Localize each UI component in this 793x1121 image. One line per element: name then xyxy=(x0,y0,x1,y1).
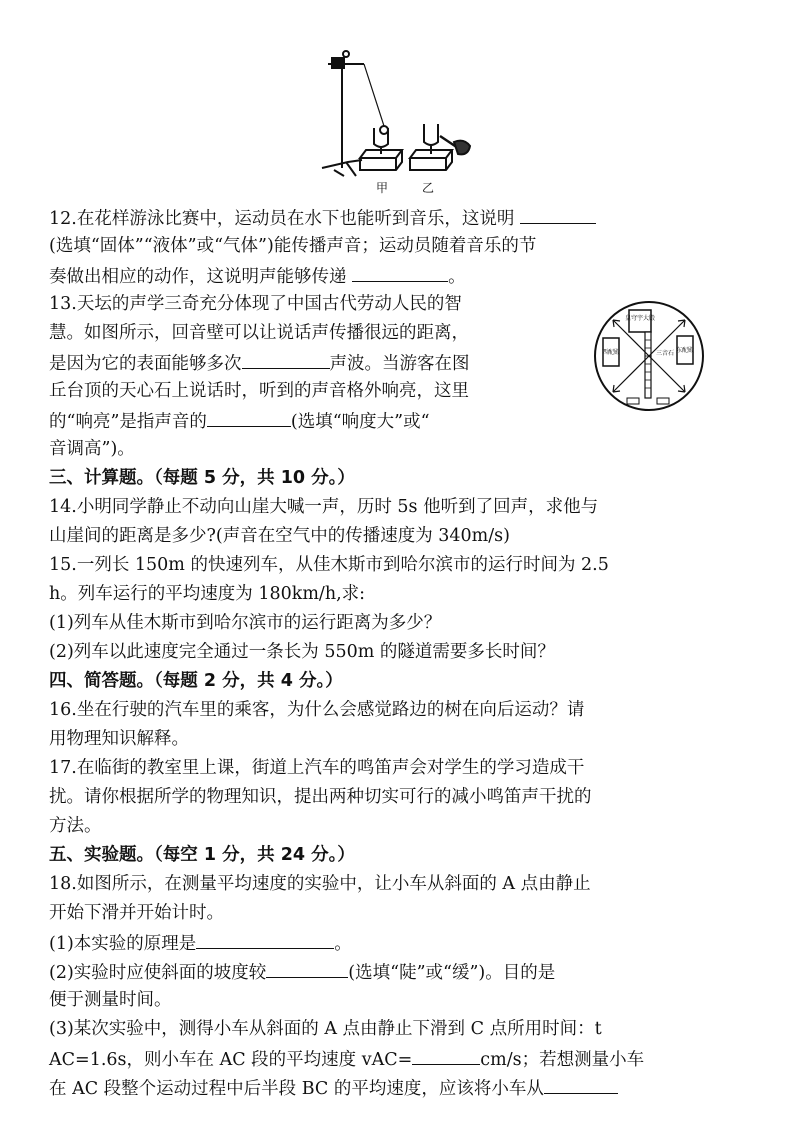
q18-line3 xyxy=(49,930,352,956)
q16-text: 用物理知识解释。 xyxy=(49,729,189,749)
q15-line2 xyxy=(49,582,365,606)
section-title: 四、简答题。（每题 2 分，共 4 分。） xyxy=(49,671,343,691)
q15-line4 xyxy=(49,640,555,664)
section-5-heading xyxy=(49,843,355,867)
answer-blank[interactable] xyxy=(412,1046,480,1065)
q13-line1 xyxy=(49,292,462,316)
label-right-hall: 东配殿 xyxy=(675,347,695,354)
q18-line4 xyxy=(49,959,555,985)
q18-text: 开始下滑并开始计时。 xyxy=(49,903,224,923)
q15-text: 15.一列长 150m 的快速列车，从佳木斯市到哈尔滨市的运行时间为 2.5 xyxy=(49,555,609,575)
q14-text: 14.小明同学静止不动向山崖大喊一声，历时 5s 他听到了回声，求他与 xyxy=(49,497,599,517)
q17-text: 17.在临街的教室里上课，街道上汽车的鸣笛声会对学生的学习造成干 xyxy=(49,758,585,778)
echo-wall-figure xyxy=(593,300,705,412)
q14-line2 xyxy=(49,524,510,548)
answer-blank[interactable] xyxy=(207,408,291,427)
label-left-hall: 西配殿 xyxy=(601,349,621,356)
q13-line5 xyxy=(49,408,430,434)
q18-text: 18.如图所示，在测量平均速度的实验中，让小车从斜面的 A 点由静止 xyxy=(49,874,591,894)
q17-line2 xyxy=(49,785,592,809)
answer-blank[interactable] xyxy=(544,1075,618,1094)
section-3-heading xyxy=(49,466,355,490)
label-yi: 乙 xyxy=(422,181,435,195)
section-4-heading xyxy=(49,669,343,693)
q13-line4 xyxy=(49,379,469,403)
q15-line3 xyxy=(49,611,441,635)
answer-blank[interactable] xyxy=(196,930,334,949)
q18-line1 xyxy=(49,872,591,896)
q16-line1 xyxy=(49,698,584,722)
q18-line6 xyxy=(49,1017,602,1041)
label-top-hall: 皇穹宇大殿 xyxy=(624,315,656,322)
q13-text: 声波。当游客在图 xyxy=(329,354,470,374)
q15-text: (1)列车从佳木斯市到哈尔滨市的运行距离为多少？ xyxy=(49,613,442,633)
q12-line2 xyxy=(49,234,536,258)
q18-text: (1)本实验的原理是 xyxy=(49,934,197,954)
answer-blank[interactable] xyxy=(352,263,448,282)
q12-line1 xyxy=(49,205,596,231)
answer-blank[interactable] xyxy=(520,205,596,224)
section-title: 五、实验题。（每空 1 分，共 24 分。） xyxy=(49,845,355,865)
q16-line2 xyxy=(49,727,189,751)
label-jia: 甲 xyxy=(376,181,389,195)
q13-line2 xyxy=(49,321,469,345)
q18-text: (2)实验时应使斜面的坡度较 xyxy=(49,963,267,983)
q16-text: 16.坐在行驶的汽车里的乘客，为什么会感觉路边的树在向后运动？请 xyxy=(49,700,585,720)
q18-text: 便于测量时间。 xyxy=(49,990,172,1010)
section-title: 三、计算题。（每题 5 分，共 10 分。） xyxy=(49,468,355,488)
q15-text: h。列车运行的平均速度为 180km/h,求: xyxy=(49,584,366,604)
q17-text: 方法。 xyxy=(49,816,102,836)
q13-text: 慧。如图所示，回音壁可以让说话声传播很远的距离， xyxy=(49,323,469,343)
q13-text: (选填“响度大”或“ xyxy=(290,412,430,432)
q17-text: 扰。请你根据所学的物理知识，提出两种切实可行的减小鸣笛声干扰的 xyxy=(49,787,592,807)
q14-text: 山崖间的距离是多少?(声音在空气中的传播速度为 340m/s) xyxy=(49,526,510,546)
q18-line5 xyxy=(49,988,172,1012)
q15-text: (2)列车以此速度完全通过一条长为 550m 的隧道需要多长时间？ xyxy=(49,642,555,662)
tuning-fork-figure xyxy=(318,50,478,196)
q17-line3 xyxy=(49,814,102,838)
q18-text: AC=1.6s，则小车在 AC 段的平均速度 vAC= xyxy=(49,1050,413,1070)
answer-blank[interactable] xyxy=(242,350,330,369)
q14-line1 xyxy=(49,495,598,519)
q12-text: 12.在花样游泳比赛中，运动员在水下也能听到音乐，这说明 xyxy=(49,209,515,229)
q12-text: 奏做出相应的动作，这说明声能够传递 xyxy=(49,267,347,287)
q13-text: 是因为它的表面能够多次 xyxy=(49,354,242,374)
q13-text: 音调高”)。 xyxy=(49,439,135,459)
q13-text: 的“响亮”是指声音的 xyxy=(49,412,207,432)
q18-line8 xyxy=(49,1075,618,1101)
q18-text: 。 xyxy=(334,934,352,954)
answer-blank[interactable] xyxy=(266,959,348,978)
q13-line3 xyxy=(49,350,470,376)
q18-line2 xyxy=(49,901,224,925)
q18-text: (选填“陡”或“缓”)。目的是 xyxy=(348,963,556,983)
q18-text: cm/s；若想测量小车 xyxy=(480,1050,645,1070)
q12-text: (选填“固体”“液体”或“气体”)能传播声音；运动员随着音乐的节 xyxy=(49,236,537,256)
q18-line7 xyxy=(49,1046,644,1072)
q15-line1 xyxy=(49,553,609,577)
q17-line1 xyxy=(49,756,584,780)
q12-line3 xyxy=(49,263,466,289)
q13-text: 13.天坛的声学三奇充分体现了中国古代劳动人民的智 xyxy=(49,294,462,314)
q13-text: 丘台顶的天心石上说话时，听到的声音格外响亮，这里 xyxy=(49,381,469,401)
label-stone: 三音石 xyxy=(655,350,675,357)
q13-line6 xyxy=(49,437,135,461)
q18-text: 在 AC 段整个运动过程中后半段 BC 的平均速度，应该将小车从 xyxy=(49,1079,544,1099)
q12-text: 。 xyxy=(448,267,466,287)
q18-text: (3)某次实验中，测得小车从斜面的 A 点由静止下滑到 C 点所用时间：t xyxy=(49,1019,602,1039)
